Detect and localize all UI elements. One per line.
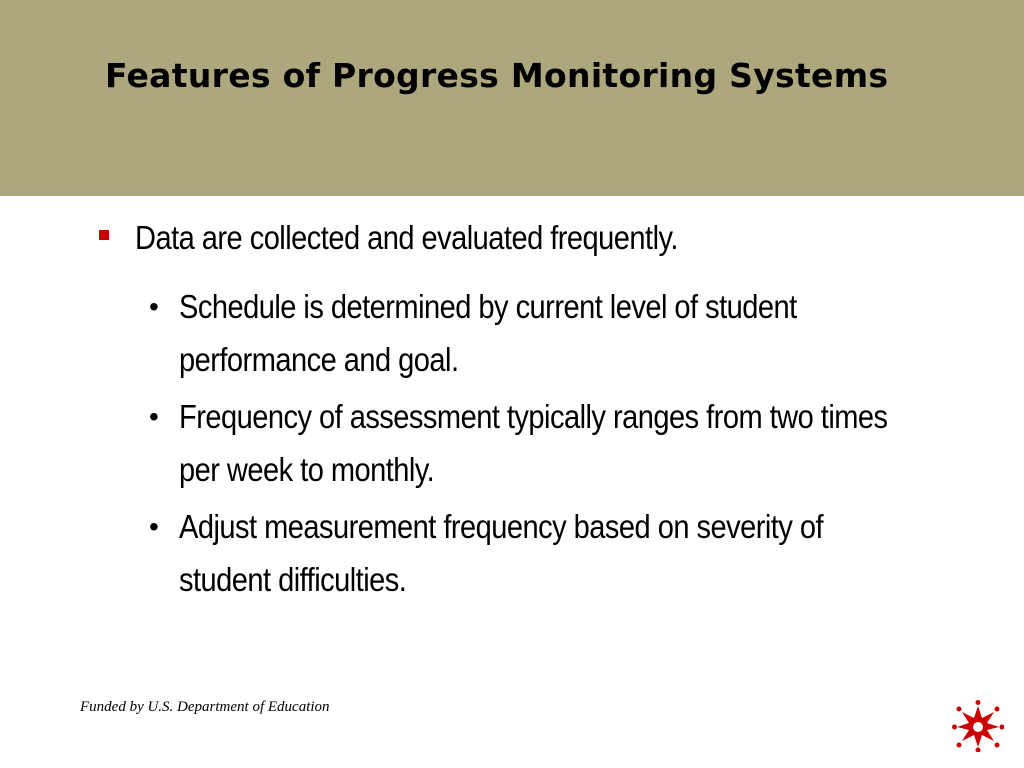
list-item	[145, 390, 975, 496]
list-item	[145, 280, 975, 386]
sub-bullet-text: Adjust measurement frequency based on severity of student difficulties.	[179, 508, 824, 598]
sub-bullet-text: Frequency of assessment typically ranges from two times per week to monthly.	[179, 398, 888, 488]
sub-bullet-text: Schedule is determined by current level of student performance and goal.	[179, 288, 797, 378]
slide-title: Features of Progress Monitoring Systems	[105, 56, 889, 95]
title-band	[0, 0, 1024, 196]
dot-bullet-icon: •	[149, 511, 159, 542]
dot-bullet-icon: •	[149, 291, 159, 322]
footer-text: Funded by U.S. Department of Education	[80, 699, 330, 715]
dot-bullet-icon: •	[149, 401, 159, 432]
list-item	[145, 500, 975, 606]
main-bullet: Data are collected and evaluated frequently.	[135, 219, 678, 256]
sub-bullet-list	[145, 280, 975, 610]
starburst-logo-icon	[952, 700, 1004, 752]
square-bullet-icon	[99, 230, 109, 240]
